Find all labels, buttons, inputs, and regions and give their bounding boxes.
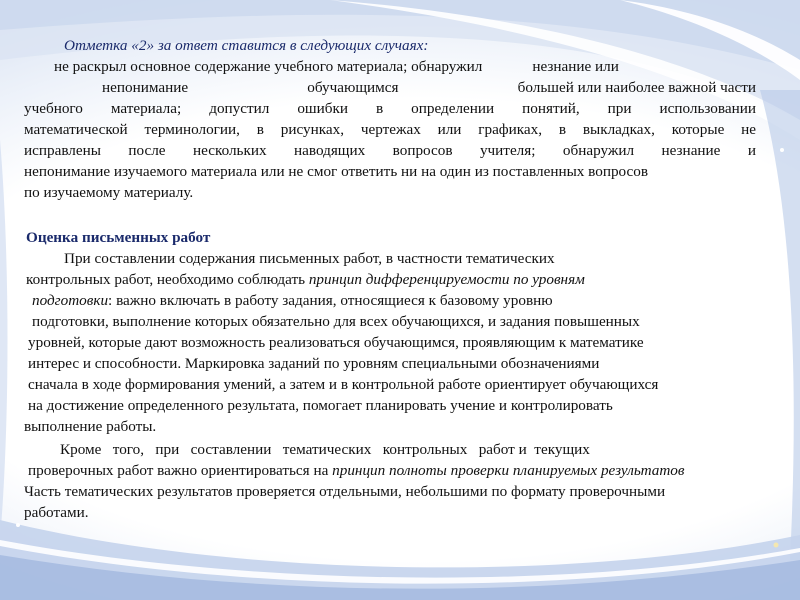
grade2-line-5: исправлены после нескольких наводящих вопросов учителя; обнаружил незнание и [24, 142, 756, 159]
written-p2-line-4: работами. [24, 504, 89, 521]
grade2-heading: Отметка «2» за ответ ставится в следующих случаях: [64, 37, 429, 54]
completeness-principle-term: принцип полноты проверки планируемых результатов [332, 462, 685, 479]
written-p1-line-3-text: : важно включать в работу задания, относящиеся к базовому уровню [108, 292, 553, 309]
grade2-line-4: математической терминологии, в рисунках, чертежах или графиках, в выкладках, которые не [24, 121, 756, 138]
written-p1-line-2 [26, 270, 585, 290]
written-heading: Оценка письменных работ [26, 229, 211, 246]
written-p1-line-9: выполнение работы. [24, 418, 157, 435]
written-p1-line-4: подготовки, выполнение которых обязательно для всех обучающихся, и задания повышенных [32, 313, 640, 330]
grade2-line-3: учебного материала; допустил ошибки в определении понятий, при использовании [24, 100, 756, 117]
grade2-line-6: непонимание изучаемого материала или не смог ответить ни на один из поставленных вопросов [24, 163, 649, 180]
written-p1-line-8: на достижение определенного результата, помогает планировать учение и контролировать [28, 397, 613, 414]
written-p1-line-7: сначала в ходе формирования умений, а затем и в контрольной работе ориентирует обучающихся [28, 376, 659, 393]
written-p1-line-6: интерес и способности. Маркировка заданий по уровням специальными обозначениями [28, 355, 600, 372]
written-p2-line-2 [28, 461, 798, 481]
written-p2-line-3: Часть тематических результатов проверяется отдельными, небольшими по формату проверочными [24, 483, 666, 500]
written-p2-line-2-text: проверочных работ важно ориентироваться на [28, 462, 333, 479]
preparation-term: подготовки [32, 292, 109, 309]
grade2-line-1 [54, 57, 619, 77]
grade2-line-2-word-b: обучающимся [307, 79, 399, 96]
grade2-line-1-text: не раскрыл основное содержание учебного материала; обнаружил [54, 58, 483, 75]
slide-text-block [24, 0, 794, 600]
written-p1-line-3 [32, 291, 553, 311]
differentiation-principle-term: принцип дифференцируемости по уровням [308, 271, 585, 288]
written-p1-line-1: При составлении содержания письменных работ, в частности тематических [64, 250, 555, 267]
grade2-line-2 [102, 78, 756, 98]
grade2-line-2-word-a: непонимание [102, 79, 189, 96]
written-p1-line-2-text: контрольных работ, необходимо соблюдать [26, 271, 309, 288]
grade2-line-1-tail: незнание или [532, 58, 619, 75]
written-p2-line-1: Кроме того, при составлении тематических контрольных работ и текущих [60, 441, 590, 458]
written-p1-line-5: уровней, которые дают возможность реализоваться обучающимся, проявляющим к математике [28, 334, 644, 351]
grade2-line-2-word-c: большей или наиболее важной части [517, 79, 756, 96]
grade2-line-7: по изучаемому материалу. [24, 184, 194, 201]
